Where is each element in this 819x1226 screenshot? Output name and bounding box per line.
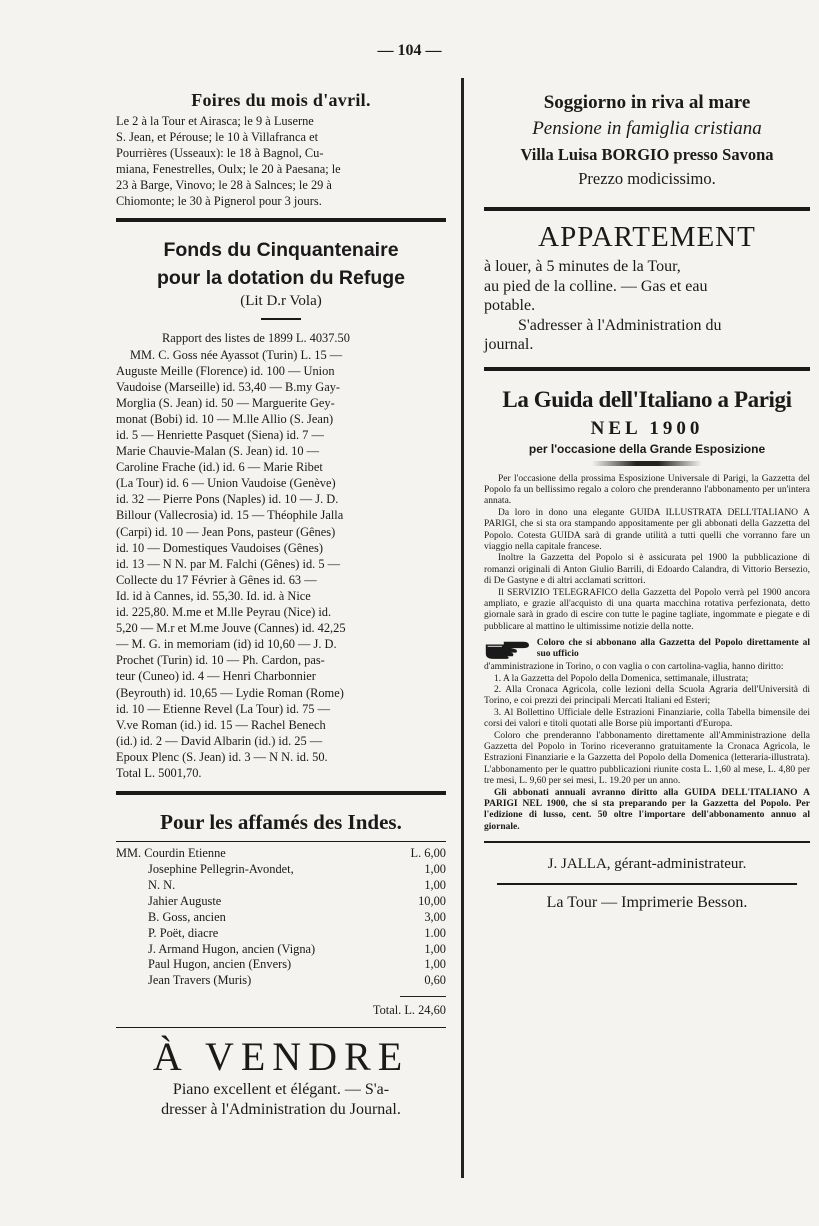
appartement-line: journal.: [484, 336, 534, 353]
fonds-line: id. 10 — Domestiques Vaudoises (Gênes): [116, 540, 323, 555]
affames-title: Pour les affamés des Indes.: [160, 810, 402, 835]
guida-body: [484, 474, 810, 834]
ornament-rule: [592, 461, 702, 466]
section-divider: [116, 218, 446, 222]
vendre-title: À VENDRE: [152, 1034, 410, 1080]
fonds-line: id. 225,80. M.me et M.lle Peyrau (Nice) id.: [116, 605, 332, 620]
footer-rule: [497, 883, 797, 885]
donor-amount: L. 6,00: [410, 846, 446, 861]
appartement-line: potable.: [484, 297, 536, 314]
page-number: — 104 —: [377, 42, 442, 59]
soggiorno-line: Villa Luisa BORGIO presso Savona: [520, 145, 774, 164]
soggiorno-line: Pensione in famiglia cristiana: [532, 118, 762, 139]
fonds-subtitle: (Lit D.r Vola): [240, 293, 322, 310]
fonds-title-2: pour la dotation du Refuge: [156, 267, 406, 290]
donor-amount: 1,00: [424, 957, 446, 972]
fonds-line: id. 32 — Pierre Pons (Naples) id. 10 — J. D.: [116, 492, 339, 507]
donor-name: J. Armand Hugon, ancien (Vigna): [148, 941, 316, 956]
fonds-line: MM. C. Goss née Ayassot (Turin) L. 15 —: [130, 347, 343, 362]
donor-name: Paul Hugon, ancien (Envers): [148, 957, 292, 972]
fonds-line: teur (Cuneo) id. 4 — Henri Charbonnier: [116, 669, 316, 684]
fonds-line: 5,20 — M.r et M.me Jouve (Cannes) id. 42,25: [116, 621, 346, 636]
donation-row: [116, 957, 446, 973]
soggiorno-title: Soggiorno in riva al mare: [543, 92, 751, 113]
donor-name: B. Goss, ancien: [148, 909, 226, 924]
donor-amount: 1,00: [424, 861, 446, 876]
fonds-line: Caroline Frache (id.) id. 6 — Marie Ribet: [116, 460, 323, 475]
fonds-line: Total L. 5001,70.: [116, 765, 202, 780]
donation-row: [116, 942, 446, 958]
section-divider: [116, 791, 446, 795]
fonds-line: V.ve Roman (id.) id. 15 — Rachel Benech: [116, 717, 326, 732]
guida-title: La Guida dell'Italiano a Parigi: [502, 386, 792, 412]
foires-line: 23 à Barge, Vinovo; le 28 à Salnces; le 29 à: [116, 177, 332, 192]
foires-text: [116, 114, 446, 209]
guida-item: 3. Al Bollettino Ufficiale delle Estrazioni Finanziarie, colla Tabella bimensile dei corsi dei valori e titoli quotati alle Borse più importanti d'Europa.: [484, 707, 810, 730]
donation-row: [116, 846, 446, 862]
appartement-line: à louer, à 5 minutes de la Tour,: [484, 258, 681, 275]
fonds-list: [116, 330, 446, 781]
foires-line: Chiomonte; le 30 à Pignerol pour 3 jours.: [116, 193, 322, 208]
soggiorno-line: Prezzo modicissimo.: [578, 169, 716, 188]
thin-divider: [116, 1027, 446, 1028]
guida-paragraph: Da loro in dono una elegante GUIDA ILLUSTRATA DELL'ITALIANO A PARIGI, che si sta ora stampando appositamente per gli abbonati della Gazzetta del Popolo. Cotesta GUIDA sarà di grande utilità a tutti quelli che vorranno fare un viaggio nella capitale francese.: [484, 507, 810, 552]
foires-line: Le 2 à la Tour et Airasca; le 9 à Luserne: [116, 114, 314, 128]
guida-paragraph: Coloro che prenderanno l'abbonamento direttamente all'Amministrazione della Gazzetta del Popolo in Torino riceveranno gratuitamente la Cronaca Agricola, le Estrazioni Finanziarie e la Gazzetta del Popolo della Domenica (letteraria-illustrata). L'abbonamento per le quattro pubblicazioni riunite costa L. 1,60 al mese, L. 4,80 per tre mesi, L. 9,60 per sei mesi, L. 19.20 per un anno.: [484, 730, 810, 787]
guida-item: 1. A la Gazzetta del Popolo della Domenica, settimanale, illustrata;: [494, 673, 749, 684]
section-divider: [484, 367, 810, 371]
donation-row: [116, 862, 446, 878]
section-divider: [484, 841, 810, 843]
appartement-text: [484, 257, 810, 355]
guida-paragraph: Il SERVIZIO TELEGRAFICO della Gazzetta del Popolo verrà pel 1900 ancora ampliato, e grazie all'acquisto di una quarta macchina rotativa perfezionata, detto giornale sarà in grado di escire con tutte le pagine tagliate, ingommate e piegate e di pubblicare al mattino le ultimissime notizie della notte.: [484, 587, 810, 632]
left-column: [116, 90, 446, 1120]
appartement-line: S'adresser à l'Administration du: [518, 316, 722, 334]
fonds-line: Billour (Vallecrosia) id. 15 — Théophile Jalla: [116, 508, 344, 523]
foires-line: Pourrières (Usseaux): le 18 à Bagnol, Cu-: [116, 145, 324, 160]
vendre-line: Piano excellent et élégant. — S'a-: [172, 1081, 390, 1099]
fonds-line: Collecte du 17 Février à Gênes id. 63 —: [116, 572, 317, 587]
donor-amount: 1,00: [424, 877, 446, 892]
donor-amount: 0,60: [424, 973, 446, 988]
donor-name: Jean Travers (Muris): [148, 973, 252, 988]
fonds-line: Rapport des listes de 1899 L. 4037.50: [162, 331, 350, 346]
guida-paragraph: d'amministrazione in Torino, o con vaglia o con cartolina-vaglia, hanno diritto:: [484, 662, 784, 673]
fonds-line: id. 10 — Etienne Revel (La Tour) id. 75 —: [116, 701, 330, 716]
donor-name: P. Poët, diacre: [148, 925, 219, 940]
guida-item: 2. Alla Cronaca Agricola, colle lezioni della Scuola Agraria dell'Università di Torino, e coi prezzi dei principali Mercati Italiani ed Esteri;: [484, 685, 810, 707]
fonds-line: Epoux Plenc (S. Jean) id. 3 — N N. id. 50.: [116, 749, 328, 764]
donor-name: Jahier Auguste: [148, 893, 222, 908]
fonds-line: (Carpi) id. 10 — Jean Pons, pasteur (Gênes): [116, 524, 336, 539]
fonds-line: Id. id à Cannes, id. 55,30. Id. id. à Nice: [116, 588, 311, 603]
gerant-line: J. JALLA, gérant-administrateur.: [547, 856, 747, 873]
foires-title: Foires du mois d'avril.: [191, 90, 371, 110]
donation-row: [116, 894, 446, 910]
donation-row: [116, 973, 446, 989]
foires-line: miana, Fenestrelles, Oulx; le 20 à Paesana; le: [116, 161, 341, 176]
fonds-line: (id.) id. 2 — David Albarin (id.) id. 25 —: [116, 733, 323, 748]
fonds-line: monat (Bobi) id. 10 — M.lle Allio (S. Jean): [116, 411, 334, 426]
fonds-title-1: Fonds du Cinquantenaire: [163, 239, 399, 262]
hand-notice: [484, 636, 810, 662]
guida-year: NEL 1900: [590, 417, 704, 439]
section-divider: [484, 207, 810, 211]
affames-table: [116, 846, 446, 1019]
fonds-line: id. 13 — N N. par M. Falchi (Gênes) id. 5 —: [116, 556, 341, 571]
fonds-line: Morglia (S. Jean) id. 50 — Marguerite Gey-: [116, 395, 335, 410]
guida-paragraph: Per l'occasione della prossima Esposizione Universale di Parigi, la Gazzetta del Popolo fa un bellissimo regalo a coloro che prenderanno l'abbonamento per un'intera annata.: [484, 473, 810, 507]
donor-name: N. N.: [148, 877, 176, 892]
donor-name: Josephine Pellegrin-Avondet,: [148, 861, 294, 876]
short-divider: [261, 318, 301, 320]
guida-paragraph: Gli abbonati annuali avranno diritto alla GUIDA DELL'ITALIANO A PARIGI NEL 1900, che si sta preparando per la Gazzetta del Popolo. Per l'edizione di lusso, cent. 50 oltre l'importare dell'abbonamento annuo al giornale.: [484, 787, 810, 832]
fonds-line: — M. G. in memoriam (id) id 10,60 — J. D.: [116, 637, 337, 652]
fonds-line: Vaudoise (Marseille) id. 53,40 — B.my Gay-: [116, 379, 341, 394]
fonds-line: Marie Chauvie-Malan (S. Jean) id. 10 —: [116, 444, 320, 459]
affames-total: Total. L. 24,60: [372, 1003, 446, 1018]
vendre-line: dresser à l'Administration du Journal.: [161, 1101, 401, 1119]
right-column: [484, 90, 810, 913]
appartement-title: APPARTEMENT: [538, 221, 756, 253]
printer-line: La Tour — Imprimerie Besson.: [546, 894, 748, 912]
guida-subtitle: per l'occasione della Grande Esposizione: [528, 441, 766, 456]
fonds-line: Auguste Meille (Florence) id. 100 — Union: [116, 363, 335, 378]
fonds-line: id. 5 — Henriette Pasquet (Siena) id. 7 —: [116, 428, 324, 442]
donor-amount: 3,00: [424, 909, 446, 924]
donor-name: MM. Courdin Etienne: [116, 846, 226, 861]
donation-row: [116, 926, 446, 942]
column-divider: [461, 78, 464, 1178]
donor-amount: 1,00: [424, 941, 446, 956]
donor-amount: 10,00: [418, 893, 446, 908]
thin-divider: [116, 841, 446, 842]
pointing-hand-icon: [484, 636, 531, 662]
hand-notice-text: Coloro che si abbonano alla Gazzetta del Popolo direttamente al suo ufficio: [536, 637, 810, 660]
guida-paragraph: Inoltre la Gazzetta del Popolo si è assicurata pel 1900 la pubblicazione di romanzi originali di Anton Giulio Barrili, di Edoardo Calandra, di Vittorio Bersezio, di De Gastyne e di altri acclamati scrittori.: [484, 553, 810, 587]
fonds-line: (Beyrouth) id. 10,65 — Lydie Roman (Rome): [116, 685, 344, 700]
appartement-line: au pied de la colline. — Gas et eau: [484, 277, 708, 295]
foires-line: S. Jean, et Pérouse; le 10 à Villafranca et: [116, 129, 319, 144]
donation-row: [116, 878, 446, 894]
donation-row: [116, 910, 446, 926]
fonds-line: Prochet (Turin) id. 10 — Ph. Cardon, pas-: [116, 653, 325, 668]
donor-amount: 1.00: [424, 925, 446, 940]
fonds-line: (La Tour) id. 6 — Union Vaudoise (Genève): [116, 476, 336, 491]
sum-rule: [400, 996, 446, 997]
